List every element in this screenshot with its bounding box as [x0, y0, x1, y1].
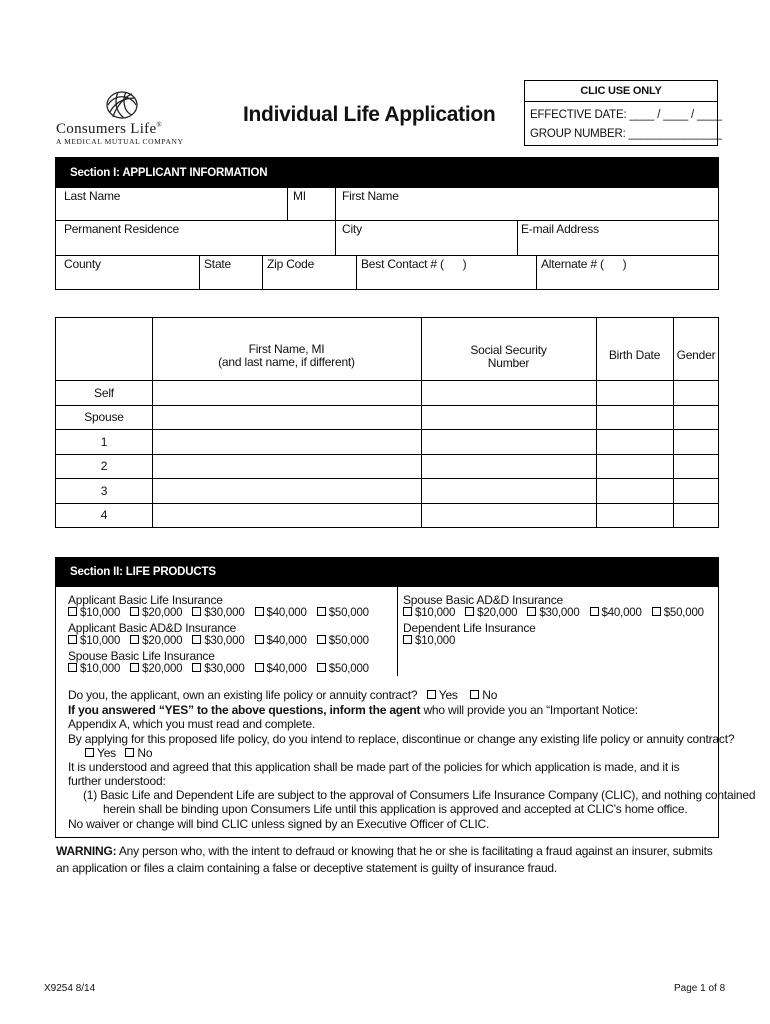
col-divider [287, 188, 288, 220]
clic-box-heading: CLIC USE ONLY [525, 81, 717, 102]
col-divider [517, 220, 518, 255]
option-label: $50,000 [328, 635, 369, 647]
if-yes-instruction [68, 703, 638, 717]
option-label: $50,000 [328, 663, 369, 675]
permanent-residence-field[interactable]: Permanent Residence [64, 222, 179, 236]
row-divider [56, 429, 718, 430]
option-label: $20,000 [477, 607, 518, 619]
page-number: Page 1 of 8 [674, 983, 726, 994]
checkbox-icon[interactable] [317, 663, 326, 672]
option-label: $30,000 [204, 663, 245, 675]
existing-policy-question [68, 688, 497, 702]
option-checkbox[interactable] [403, 607, 455, 619]
checkbox-icon[interactable] [192, 607, 201, 616]
replace-policy-question: By applying for this proposed life policy, do you intend to replace, discontinue or change any existing life policy or annuity contract? [68, 732, 735, 746]
logo-wordmark [56, 121, 162, 138]
yes-label: Yes [438, 688, 458, 702]
replace-policy-answers [85, 746, 152, 760]
consumers-life-logo-icon [104, 88, 140, 122]
no-label: No [482, 688, 498, 702]
applicant-basic-add-label: Applicant Basic AD&D Insurance [68, 621, 237, 635]
mi-field[interactable]: MI [293, 189, 306, 203]
checkbox-icon[interactable] [130, 607, 139, 616]
col-divider [356, 255, 357, 290]
checkbox-icon[interactable] [427, 690, 436, 699]
section2-heading: Section II: LIFE PRODUCTS [56, 558, 718, 587]
dependent-life-options [403, 635, 465, 647]
option-checkbox[interactable] [192, 607, 244, 619]
section-life-products [55, 557, 756, 838]
applicant-basic-life-options [68, 607, 379, 619]
option-label: $10,000 [80, 663, 121, 675]
row-label-dependent-4: 4 [100, 508, 108, 522]
best-contact-field[interactable]: Best Contact # ( ) [361, 257, 467, 271]
option-label: $50,000 [663, 607, 704, 619]
checkbox-icon[interactable] [85, 748, 94, 757]
covered-persons-table [55, 317, 719, 528]
option-checkbox[interactable] [192, 663, 244, 675]
yes-label: Yes [97, 746, 116, 760]
option-checkbox[interactable] [130, 663, 182, 675]
option-label: $10,000 [415, 607, 456, 619]
col-divider [199, 255, 200, 290]
row-divider [56, 478, 718, 479]
appendix-note: Appendix A, which you must read and complete. [68, 717, 316, 731]
spouse-basic-life-options [68, 663, 379, 675]
applicant-basic-add-options [68, 635, 379, 647]
alternate-phone-field[interactable]: Alternate # ( ) [541, 257, 627, 271]
option-label: $20,000 [142, 607, 183, 619]
row-divider [56, 380, 718, 381]
if-yes-rest-text: who will provide you an “Important Notice: [420, 703, 638, 717]
state-field[interactable]: State [204, 257, 232, 271]
col-divider [397, 587, 398, 676]
spouse-basic-add-label: Spouse Basic AD&D Insurance [403, 593, 564, 607]
applicant-basic-life-label: Applicant Basic Life Insurance [68, 593, 223, 607]
checkbox-icon[interactable] [652, 607, 661, 616]
row-divider [56, 405, 718, 406]
option-label: $10,000 [80, 635, 121, 647]
option-checkbox[interactable] [68, 663, 120, 675]
checkbox-icon[interactable] [68, 635, 77, 644]
checkbox-icon[interactable] [68, 663, 77, 672]
option-label: $30,000 [204, 635, 245, 647]
option-label: $20,000 [142, 663, 183, 675]
row-label-spouse: Spouse [84, 410, 124, 424]
option-checkbox[interactable] [317, 607, 369, 619]
city-field[interactable]: City [342, 222, 362, 236]
no-label: No [137, 746, 153, 760]
section-applicant-information [55, 157, 719, 290]
option-checkbox[interactable] [130, 607, 182, 619]
effective-date-field[interactable]: EFFECTIVE DATE: ____ / ____ / ____ [530, 109, 722, 121]
replace-policy-no[interactable] [125, 746, 152, 760]
row-label-dependent-3: 3 [100, 484, 108, 498]
col-divider [536, 255, 537, 290]
checkbox-icon[interactable] [403, 607, 412, 616]
option-label: $40,000 [266, 663, 307, 675]
checkbox-icon[interactable] [590, 607, 599, 616]
name-column-header [152, 343, 421, 369]
spouse-basic-add-options [403, 607, 714, 619]
option-checkbox[interactable] [192, 635, 244, 647]
row-divider [56, 220, 718, 221]
name-header-line1: First Name, MI [248, 342, 325, 356]
existing-policy-no[interactable] [470, 688, 497, 702]
ssn-column-header [421, 344, 596, 370]
row-label-dependent-1: 1 [100, 435, 108, 449]
email-field[interactable]: E-mail Address [521, 222, 599, 236]
option-checkbox[interactable] [130, 635, 182, 647]
ssn-header-line1: Social Security [470, 343, 547, 357]
warning-label: WARNING: [56, 844, 117, 858]
col-divider [262, 255, 263, 290]
row-label-dependent-2: 2 [100, 459, 108, 473]
col-divider [335, 188, 336, 220]
row-label-self: Self [94, 386, 114, 400]
group-number-field[interactable]: GROUP NUMBER: _______________ [530, 128, 722, 140]
option-checkbox[interactable] [68, 607, 120, 619]
checkbox-icon[interactable] [192, 663, 201, 672]
checkbox-icon[interactable] [130, 635, 139, 644]
agreement-line-2: further understood: [68, 774, 166, 788]
checkbox-icon[interactable] [68, 607, 77, 616]
name-header-line2: (and last name, if different) [218, 355, 355, 369]
checkbox-icon[interactable] [465, 607, 474, 616]
option-label: $30,000 [204, 607, 245, 619]
checkbox-icon[interactable] [255, 607, 264, 616]
birth-date-column-header: Birth Date [608, 348, 661, 362]
option-checkbox[interactable] [255, 663, 307, 675]
option-label: $40,000 [266, 607, 307, 619]
dependent-life-label: Dependent Life Insurance [403, 621, 536, 635]
option-label: $10,000 [415, 635, 456, 647]
col-divider [335, 220, 336, 255]
existing-policy-yes[interactable] [427, 688, 458, 702]
waiver-statement: No waiver or change will bind CLIC unless signed by an Executive Officer of CLIC. [68, 817, 490, 831]
last-name-field[interactable]: Last Name [64, 189, 121, 203]
option-checkbox[interactable] [68, 635, 120, 647]
clic-use-only-box [524, 80, 722, 146]
checkbox-icon[interactable] [255, 635, 264, 644]
existing-policy-question-text: Do you, the applicant, own an existing life policy or annuity contract? [68, 688, 418, 702]
option-checkbox[interactable] [255, 607, 307, 619]
row-divider [56, 503, 718, 504]
option-checkbox[interactable] [652, 607, 704, 619]
option-checkbox[interactable] [403, 635, 455, 647]
option-label: $10,000 [80, 607, 121, 619]
county-field[interactable]: County [64, 257, 101, 271]
gender-column-header: Gender [676, 348, 716, 362]
option-label: $40,000 [601, 607, 642, 619]
option-checkbox[interactable] [465, 607, 517, 619]
row-divider [56, 255, 718, 256]
checkbox-icon[interactable] [470, 690, 479, 699]
agreement-line-1: It is understood and agreed that this application shall be made part of the policies for which application is made, and it is [68, 760, 680, 774]
checkbox-icon[interactable] [125, 748, 134, 757]
section1-heading: Section I: APPLICANT INFORMATION [56, 158, 718, 188]
logo-subtitle: A MEDICAL MUTUAL COMPANY [56, 137, 184, 146]
option-label: $50,000 [328, 607, 369, 619]
row-divider [56, 454, 718, 455]
option-label: $20,000 [142, 635, 183, 647]
zip-code-field[interactable]: Zip Code [267, 257, 315, 271]
logo-name-text: Consumers Life [56, 121, 157, 137]
checkbox-icon[interactable] [255, 663, 264, 672]
clause-1-line-1: (1) Basic Life and Dependent Life are subject to the approval of Consumers Life Insurance Company (CLIC), and nothing contained [83, 788, 756, 802]
replace-policy-yes[interactable] [85, 746, 116, 760]
checkbox-icon[interactable] [192, 635, 201, 644]
option-checkbox[interactable] [255, 635, 307, 647]
option-checkbox[interactable] [317, 663, 369, 675]
clause-1-line-2: herein shall be binding upon Consumers Life until this application is approved and accepted at CLIC’s home office. [103, 802, 688, 816]
checkbox-icon[interactable] [527, 607, 536, 616]
checkbox-icon[interactable] [317, 607, 326, 616]
page-title: Individual Life Application [243, 103, 496, 126]
spouse-basic-life-label: Spouse Basic Life Insurance [68, 649, 215, 663]
checkbox-icon[interactable] [130, 663, 139, 672]
form-code: X9254 8/14 [44, 983, 96, 994]
first-name-field[interactable]: First Name [342, 189, 399, 203]
ssn-header-line2: Number [487, 356, 530, 370]
option-checkbox[interactable] [317, 635, 369, 647]
checkbox-icon[interactable] [317, 635, 326, 644]
option-label: $40,000 [266, 635, 307, 647]
registered-mark: ® [156, 121, 163, 129]
option-checkbox[interactable] [527, 607, 579, 619]
option-checkbox[interactable] [590, 607, 642, 619]
warning-text: Any person who, with the intent to defraud or knowing that he or she is facilitating a fraud against an insurer, submits an application or files a claim containing a false or deceptive statement is guilty of insurance fraud. [56, 844, 713, 875]
if-yes-bold-text: If you answered “YES” to the above questions, inform the agent [68, 703, 421, 717]
checkbox-icon[interactable] [403, 635, 412, 644]
fraud-warning [56, 843, 720, 877]
option-label: $30,000 [539, 607, 580, 619]
